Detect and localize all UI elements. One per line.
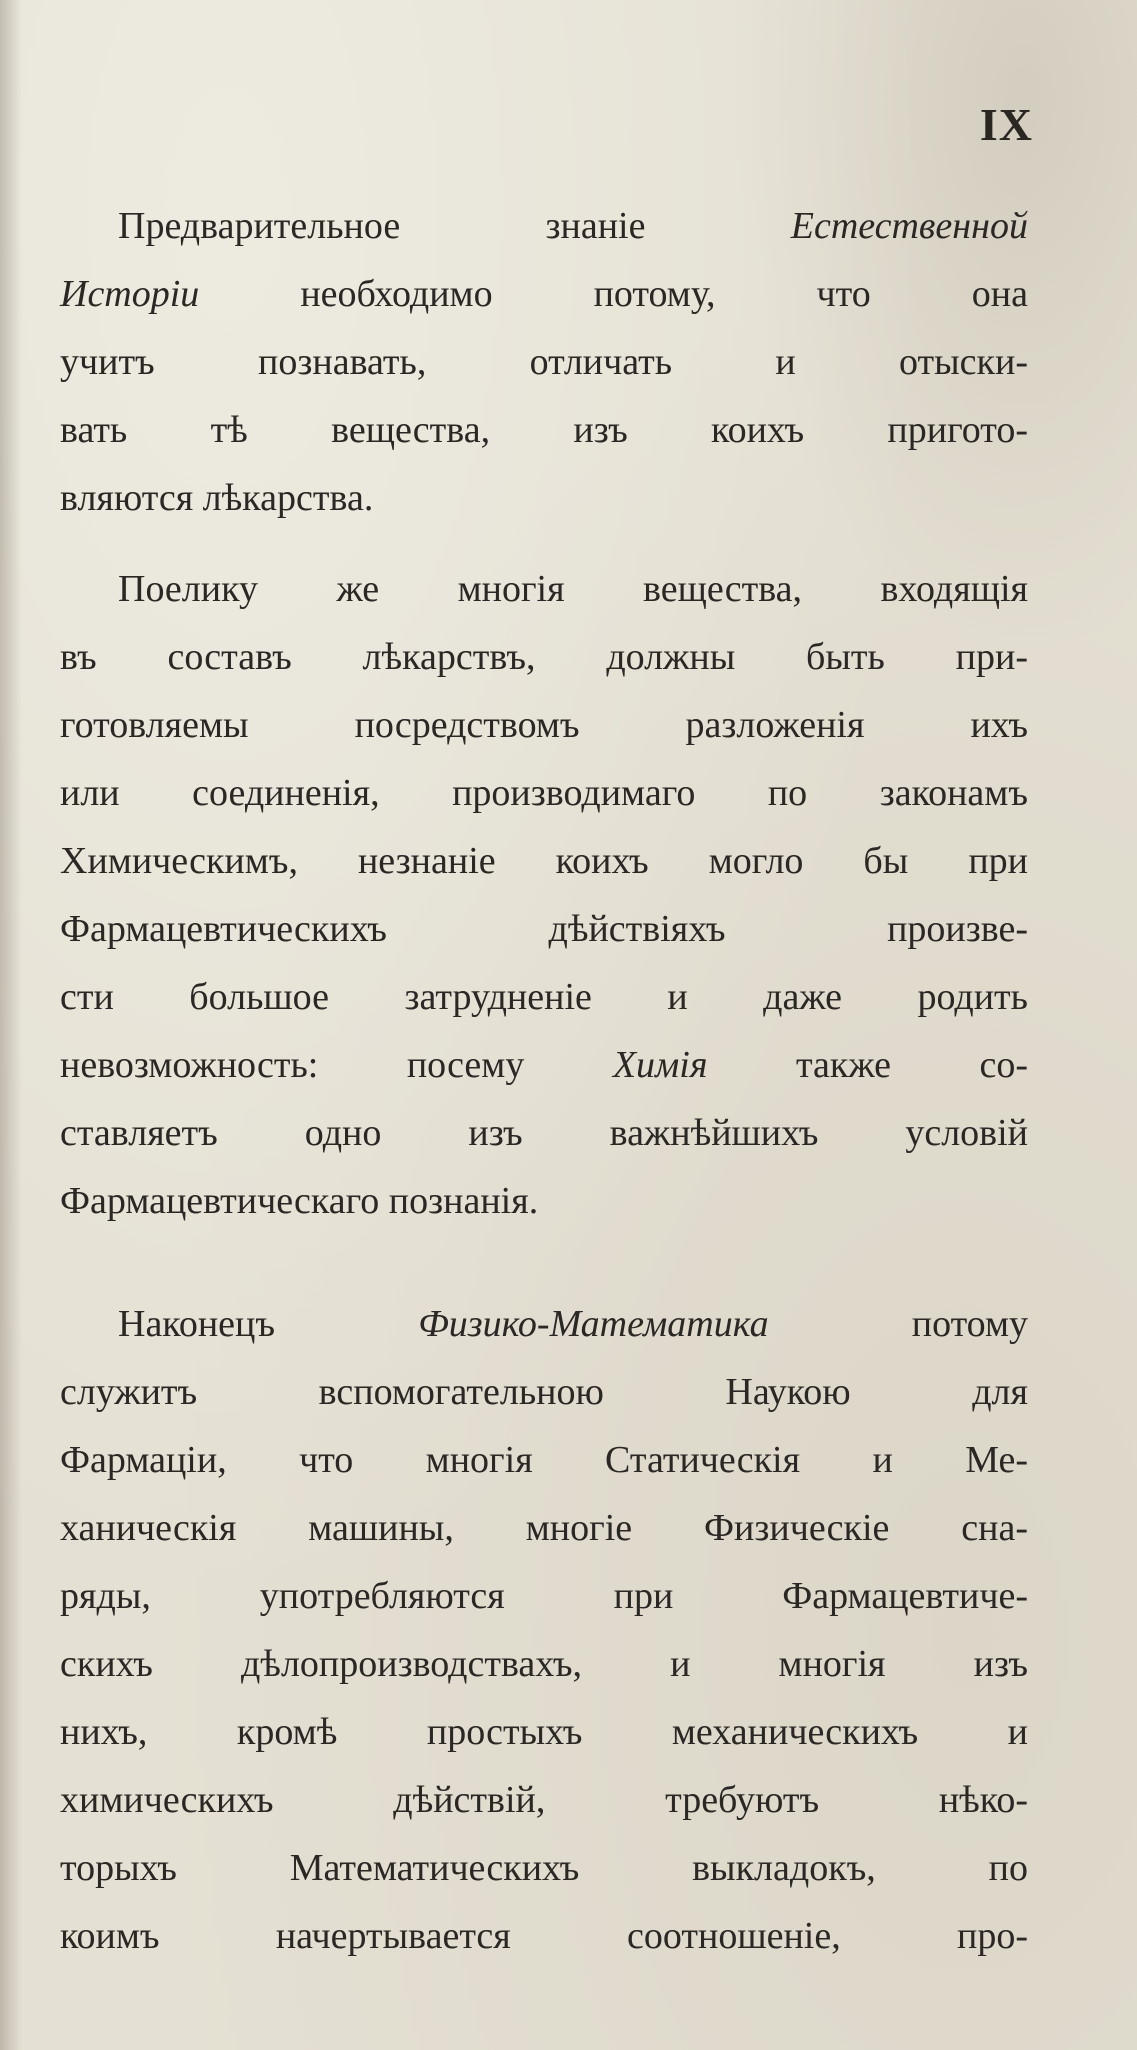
text-line: служитъ вспомогательною Наукою для <box>60 1371 1028 1413</box>
text-line: скихъ дѣлопроизводствахъ, и многія изъ <box>60 1643 1028 1685</box>
text-line: Фармаціи, что многія Статическія и Ме- <box>60 1439 1028 1481</box>
text-line: вляются лѣкарства. <box>60 477 374 519</box>
text-line: невозможность: посему Химія также со- <box>60 1044 1028 1086</box>
text-line: ставляетъ одно изъ важнѣйшихъ условій <box>60 1112 1028 1154</box>
text-line: учитъ познавать, отличать и отыски- <box>60 341 1028 383</box>
page-number: IX <box>979 99 1033 150</box>
text-line: Предварительное знаніе Естественной <box>118 205 1028 247</box>
text-line: Химическимъ, незнаніе коихъ могло бы при <box>60 840 1028 882</box>
text-line: Наконецъ Физико-Математика потому <box>118 1303 1029 1345</box>
paragraph-2 <box>60 555 1028 1235</box>
text-line: химическихъ дѣйствій, требуютъ нѣко- <box>60 1779 1028 1821</box>
text-line: Фармацевтическихъ дѣйствіяхъ произве- <box>60 908 1028 950</box>
text-line: Исторіи необходимо потому, что она <box>60 273 1028 315</box>
text-line: Поелику же многія вещества, входящія <box>118 568 1028 610</box>
text-line: Фармацевтическаго познанія. <box>60 1180 539 1222</box>
text-line: ханическія машины, многіе Физическіе сна- <box>60 1507 1028 1549</box>
text-line: въ составъ лѣкарствъ, должны быть при- <box>60 636 1028 678</box>
text-line: торыхъ Математическихъ выкладокъ, по <box>60 1847 1028 1889</box>
binding-shadow <box>0 0 22 2050</box>
text-line: или соединенія, производимаго по законамъ <box>60 772 1028 814</box>
paragraph-1 <box>60 192 1028 532</box>
text-line: ряды, употребляются при Фармацевтиче- <box>60 1575 1028 1617</box>
text-line: вать тѣ вещества, изъ коихъ пригото- <box>60 409 1028 451</box>
text-line: нихъ, кромѣ простыхъ механическихъ и <box>60 1711 1028 1753</box>
text-line: готовляемы посредствомъ разложенія ихъ <box>60 704 1028 746</box>
paragraph-3 <box>60 1290 1028 1970</box>
text-line: коимъ начертывается соотношеніе, про- <box>60 1915 1028 1957</box>
text-line: сти большое затрудненіе и даже родить <box>60 976 1028 1018</box>
